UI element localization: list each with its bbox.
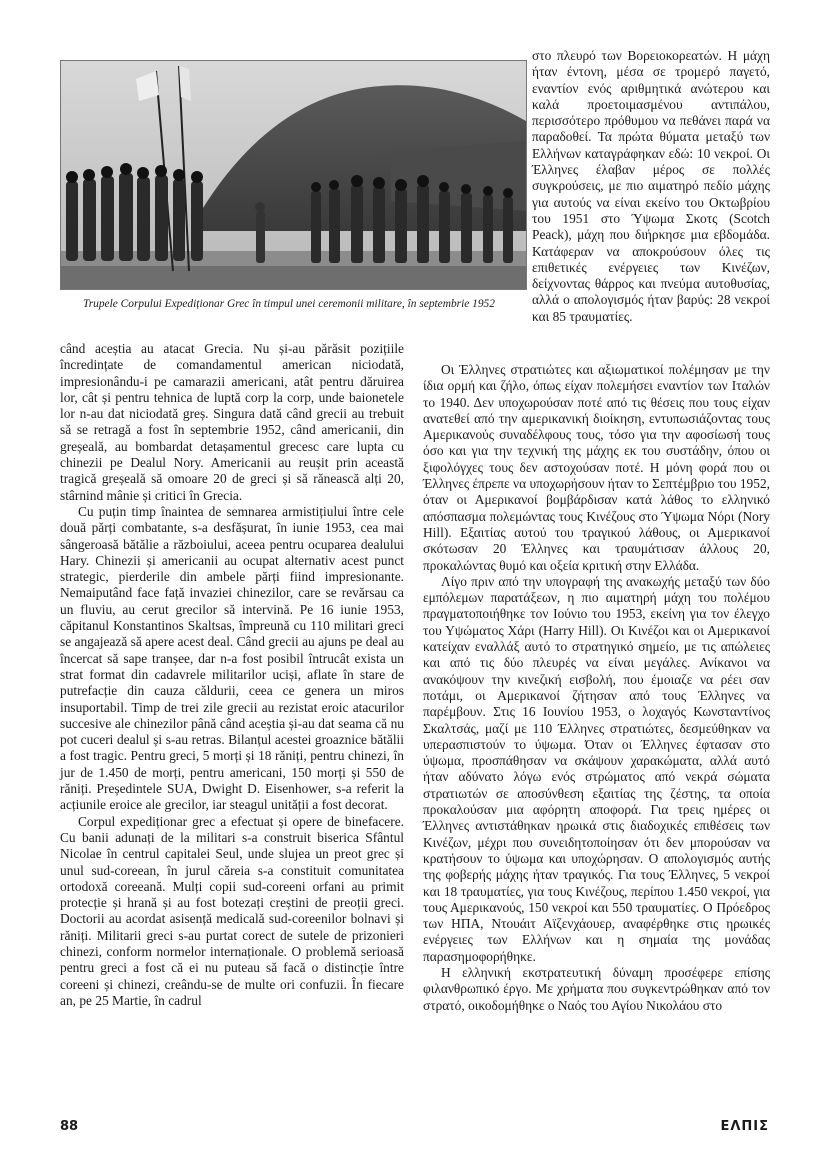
right-top-column [532, 48, 770, 325]
paragraph: στο πλευρό των Βορειοκορεατών. Η μάχη ήταν έντονη, μέσα σε τρομερό παγετό, εναντίον ενός αριθμητικά ανώτερου και καλά προετοιμασμένου αντιπάλου, περισσότερο πρόθυμου να πεθάνει παρά να παραδοθεί. Τα πρώτα θύματα μεταξύ των Ελλήνων καταγράφηκαν εδώ: 10 νεκροί. Οι Έλληνες έλαβαν μέρος σε πολλές συγκρούσεις, με πιο αιματηρό πεδίο μάχης για αυτούς να είναι εκείνο του Οκτωβρίου του 1951 στο Ύψωμα Σκοτς (Scotch Peack), μάχη που διήρκησε μια εβδομάδα. Κατάφεραν να αποκρούσουν όλες τις επιθετικές ενέργειες των Κινέζων, δείχνοντας θάρρος και πνεύμα αυτοθυσίας, αλλά ο απολογισμός ήταν βαρύς: 28 νεκροί και 85 τραυματίες. [532, 48, 770, 324]
paragraph: Λίγο πριν από την υπογραφή της ανακωχής μεταξύ των δύο εμπόλεμων παρατάξεων, η πιο αιματηρή μάχη του πολέμου πραγματοποιήθηκε τον Ιούνιο του 1953, εκείνη για τον έλεγχο του Υψώματος Χάρι (Harry Hill). Οι Κινέζοι και οι Αμερικανοί κατείχαν εναλλάξ αυτό το στρατηγικό σημείο, με τις απώλειες και από τις δύο πλευρές να είναι μεγάλες. Ανίκανοι να ανακόψουν την κινεζική εισβολή, που έμοιαζε να ρέει σαν ποτάμι, οι Αμερικανοί ζήτησαν από τους Έλληνες να παρέμβουν. Στις 16 Ιουνίου 1953, ο λοχαγός Κωνσταντίνος Σκαλτσάς, μαζί με 110 Έλληνες στρατιώτες, δεσμεύθηκαν να υπερασπιστούν το ύψωμα. Όταν οι Έλληνες έφτασαν στο ύψωμα, προσπάθησαν να σκάψουν χαρακώματα, αλλά αυτό ήταν αδύνατο λόγω ενός στρώματος από νεκρά σώματα στρατιωτών σε αποσύνθεση εξαιτίας της ζέστης, τα οποία προκαλούσαν μια αφόρητη αποφορά. Για τρεις ημέρες οι Έλληνες αντιστάθηκαν ηρωικά στις διαδοχικές επιθέσεις των Κινέζων, μέχρι που συνειδητοποίησαν ότι δεν μπορούσαν να κρατήσουν το ύψωμα και υποχώρησαν. Ο απολογισμός αυτής της φοβερής μάχης ήταν τραγικός. Για τους Έλληνες, 5 νεκροί και 18 τραυματίες, για τους Κινέζους, περίπου 1.450 νεκροί, για τους Αμερικανούς, 150 νεκροί και 550 τραυματίες. Ο Πρόεδρος των ΗΠΑ, Ντουάιτ Αϊζενχάουερ, αναφέρθηκε στις ηρωικές ενέργειες των Ελλήνων και η σημαία της μονάδας παρασημοφορήθηκε. [423, 573, 770, 964]
paragraph: Η ελληνική εκστρατευτική δύναμη προσέφερε επίσης φιλανθρωπικό έργο. Με χρήματα που συγκεντρώθηκαν από τον στρατό, οικοδομήθηκε ο Ναός του Αγίου Νικολάου στο [423, 964, 770, 1013]
ceremony-photo-art [61, 61, 526, 289]
ceremony-photo [60, 60, 527, 290]
photo-caption: Trupele Corpului Expediționar Grec în timpul unei ceremonii militare, în septembrie 1952 [83, 298, 495, 310]
left-column [60, 341, 404, 1009]
paragraph: Οι Έλληνες στρατιώτες και αξιωματικοί πολέμησαν με την ίδια ορμή και ζήλο, όπως είχαν πολεμήσει εναντίον των Ιταλών το 1940. Δεν υποχωρούσαν ποτέ από τις θέσεις που τους είχαν ανατεθεί από την αμερικανική διοίκηση, εντυπωσιάζοντας τους Αμερικανούς συναδέλφους τους, τόσο για την αφοσίωσή τους όσο και για την τεχνική της μάχης εκ του συστάδην, όπου οι ξιφολόγχες τους δεν αστοχούσαν ποτέ. Η μόνη φορά που οι Έλληνες έπρεπε να υποχωρήσουν ήταν το Σεπτέμβριο του 1952, όταν οι Αμερικανοί βομβάρδισαν κατά λάθος το ελληνικό απόσπασμα πολεμώντας τους Κινέζους στο Ύψωμα Νόρι (Nory Hill). Εξαιτίας αυτού του τραγικού λάθους, οι Αμερικανοί σκότωσαν 20 Έλληνες και τραυμάτισαν άλλους 20, προκαλώντας θυμό και οξεία κριτική στην Ελλάδα. [423, 362, 770, 573]
paragraph: când aceștia au atacat Grecia. Nu și-au părăsit pozițiile încredințate de comandamentul american niciodată, impresionându-i pe camarazii americani, atât pentru dăruirea lor, cât și pentru tehnica de luptă corp la corp, unde baionetele lor n-au dat niciodată greș. Singura dată când grecii au trebuit să se retragă a fost în septembrie 1952, când americanii, din greșeală, au bombardat detașamentul grecesc care lupta cu chinezii pe Dealul Nory. Americanii au reușit prin această tragică greșeală să omoare 20 de greci și să rănească alți 20, stârnind mânie și critici în Grecia. [60, 341, 404, 503]
paragraph: Corpul expediționar grec a efectuat și opere de binefacere. Cu banii adunați de la militari s-a construit biserica Sfântul Nicolae în centrul capitalei Seul, unde slujea un preot grec și unul sud-coreean, în jurul căreia s-a constituit comunitatea ortodoxă coreeană. Mulți copii sud-coreeni orfani au primit protecție și hrană și au fost botezați creștini de preoții greci. Doctorii au acordat asisență medicală sud-coreenilor bolnavi și răniți. Militarii greci s-au purtat corect de sutele de prizonieri chinezi, conform normelor internaționale. O problemă serioasă pentru greci a fost că ei nu puteau să facă o distincție între coreeni și chinezi, creându-se de multe ori confuzii. În fiecare an, pe 25 Martie, în cadrul [60, 813, 404, 1008]
right-column [423, 362, 770, 1014]
page-number: 88 [60, 1119, 79, 1134]
magazine-name: ΕΛΠΙΣ [720, 1119, 769, 1134]
paragraph: Cu puțin timp înaintea de semnarea armistițiului între cele două părți combatante, s-a desfășurat, în iunie 1953, cea mai sângeroasă bătălie a războiului, aceea pentru ocuparea dealului Hary. Chinezii și americanii au ocupat alternativ acest punct strategic, pierderile din ambele părți fiind impresionante. Nemaiputând face față invaziei chinezilor, care se revărsau ca un fluviu, au cerut grecilor să intervină. Pe 16 iunie 1953, căpitanul Konstantinos Skaltsas, împreună cu 110 militari greci se angajează să apere acest deal. Când grecii au ajuns pe deal au încercat să sape tranșee, dar n-a fost posibil întrucât exista un strat format din cadavrele militarilor uciși, aflate în stare de putrefacție din cauza căldurii, ceea ce genera un miros insuportabil. Timp de trei zile grecii au rezistat eroic atacurilor succesive ale chinezilor până când aceștia și-au dat seama că nu pot cuceri dealul și s-au retras. Bilanțul acestei groaznice bătălii a fost tragic. Pentru greci, 5 morți și 18 răniți, pentru chinezi, în jur de 1.450 de morți, pentru americani, 150 morți și 550 de răniți. Președintele SUA, Dwight D. Eisenhower, s-a referit la acțiunile eroice ale grecilor, iar steagul unității a fost decorat. [60, 503, 404, 813]
